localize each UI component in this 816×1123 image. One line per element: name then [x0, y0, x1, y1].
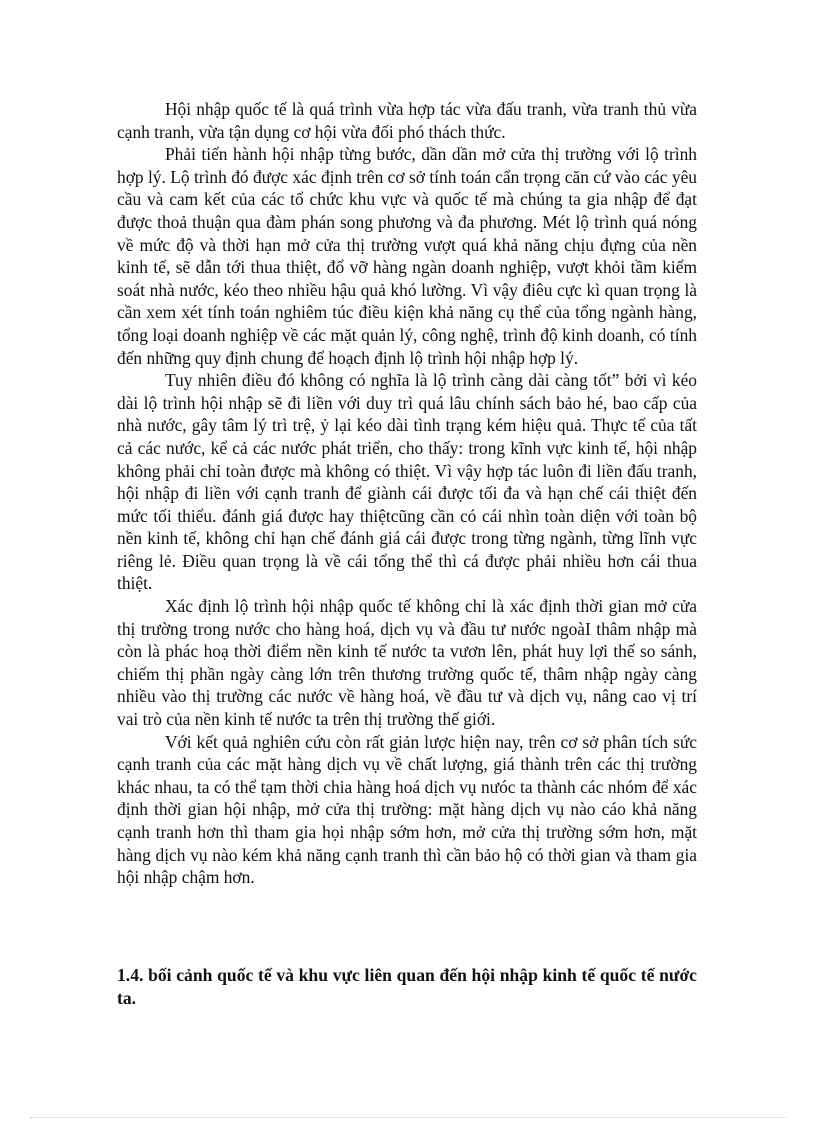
paragraph-5: Với kết quả nghiên cứu còn rất giản lược hiện nay, trên cơ sở phân tích sức cạnh tranh của các mặt hàng dịch vụ về chất lượng, giá thành trên các thị trường khác nhau, ta có thể tạm thời chia hàng hoá dịch vụ nưóc ta thành các nhóm để xác định thời gian hội nhập, mở cửa thị trường: mặt hàng dịch vụ nào cáo khả năng cạnh tranh hơn thì tham gia họi nhập sớm hơn, mở cửa thị trường sớm hơn, mặt hàng dịch vụ nào kém khả năng cạnh tranh thì cần bảo hộ có thời gian và tham gia hội nhập chậm hơn. [117, 731, 697, 888]
paragraph-4: Xác định lộ trình hội nhập quốc tế không chỉ là xác định thời gian mở cửa thị trường trong nước cho hàng hoá, dịch vụ và đầu tư nước ngoàI thâm nhập mà còn là phác hoạ thời điểm nền kinh tế nước ta vươn lên, phát huy lợi thế so sánh, chiếm thị phần ngày càng lớn trên thương trường quốc tế, thâm nhập ngày càng nhiều vào thị trường các nước về hàng hoá, về đầu tư và dịch vụ, nâng cao vị trí vai trò của nền kinh tế nước ta trên thị trường thế giới. [117, 596, 697, 730]
document-body [117, 98, 697, 889]
paragraph-2: Phải tiến hành hội nhập từng bước, dần dần mở cửa thị trường với lộ trình hợp lý. Lộ trình đó được xác định trên cơ sở tính toán cẩn trọng căn cứ vào các yêu cầu và cam kết của các tổ chức khu vực và quốc tế mà chúng ta gia nhập để đạt được thoả thuận qua đàm phán song phương và đa phương. Mét lộ trình quá nóng về mức độ và thời hạn mở cửa thị trường vượt quá khả năng chịu đựng của nền kinh tế, sẽ dẫn tới thua thiệt, đổ vỡ hàng ngàn doanh nghiệp, vượt khỏi tầm kiểm soát nhà nước, kéo theo nhiều hậu quả khó lường. Vì vậy điêu cực kì quan trọng là cần xem xét tính toán nghiêm túc điều kiện khả năng cụ thể của tổng ngành hàng, tổng loại doanh nghiệp về các mặt quản lý, công nghệ, trình độ kinh doanh, có tính đến những quy định chung để hoạch định lộ trình hội nhập hợp lý. [117, 144, 697, 368]
paragraph-1: Hội nhập quốc tế là quá trình vừa hợp tác vừa đấu tranh, vừa tranh thủ vừa cạnh tranh, vừa tận dụng cơ hội vừa đối phó thách thức. [117, 99, 697, 142]
paragraph-3: Tuy nhiên điều đó không có nghĩa là lộ trình càng dài càng tốt” bởi vì kéo dài lộ trình hội nhập sẽ đi liền với duy trì quá lâu chính sách bảo hé, bao cấp của nhà nước, gây tâm lý trì trệ, ỷ lại kéo dài tình trạng kém hiệu quả. Thực tế của tất cả các nước, kể cả các nước phát triển, cho thấy: trong kĩnh vực kinh tế, hội nhập không phải chỉ toàn được mà không có thiệt. Vì vậy hợp tác luôn đi liền đấu tranh, hội nhập đi liền với cạnh tranh để giành cái được tối đa và hạn chế cái thiệt đến mức tối thiểu. đánh giá được hay thiệtcũng cần có cái nhìn toàn diện với toàn bộ nền kinh tế, không chỉ hạn chế đánh giá cái được trong từng ngành, từng lĩnh vực riêng lẻ. Điều quan trọng là về cái tổng thể thì cá được phải nhiều hơn cái thua thiệt. [117, 370, 697, 594]
page-bottom-divider [30, 1117, 786, 1118]
section-heading: 1.4. bối cảnh quốc tế và khu vực liên quan đến hội nhập kinh tế quốc tế nước ta. [117, 965, 697, 1008]
